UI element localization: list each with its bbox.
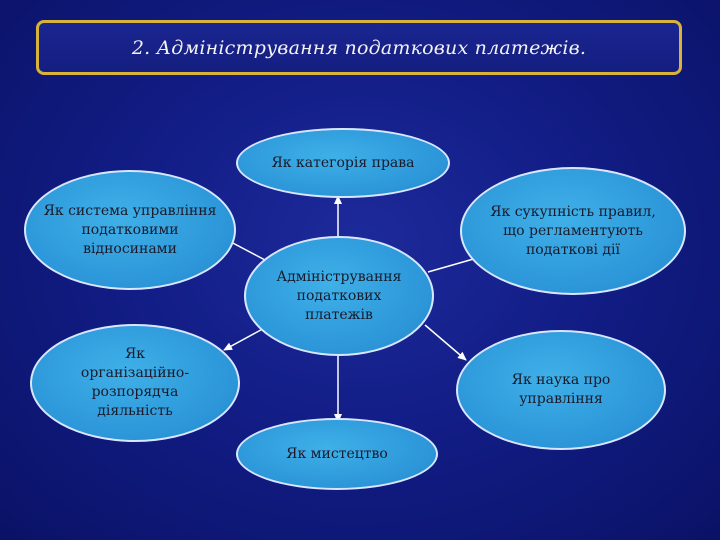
node-bottom — [236, 418, 438, 490]
node-center — [244, 236, 434, 356]
node-right-lower-label: Як наука про управління — [511, 372, 611, 407]
node-bottom-label: Як мистецтво — [286, 445, 388, 462]
node-top — [236, 128, 450, 198]
node-right-lower — [456, 330, 666, 450]
arrow-to-right-lower — [425, 325, 466, 360]
node-left-lower — [30, 324, 240, 442]
node-right-upper-label: Як сукупність правил, що регламентують податкові дії — [490, 203, 656, 258]
node-left-upper — [24, 170, 236, 290]
node-top-label: Як категорія права — [271, 154, 415, 171]
node-right-upper — [460, 167, 686, 295]
node-center-label: Адміністрування податкових платежів — [276, 268, 402, 323]
node-left-upper-label: Як система управління податковими відносинами — [43, 202, 217, 257]
slide-title: 2. Адміністрування податкових платежів. — [131, 36, 587, 59]
node-left-lower-label: Як організаційно-розпорядча діяльність — [80, 346, 190, 419]
